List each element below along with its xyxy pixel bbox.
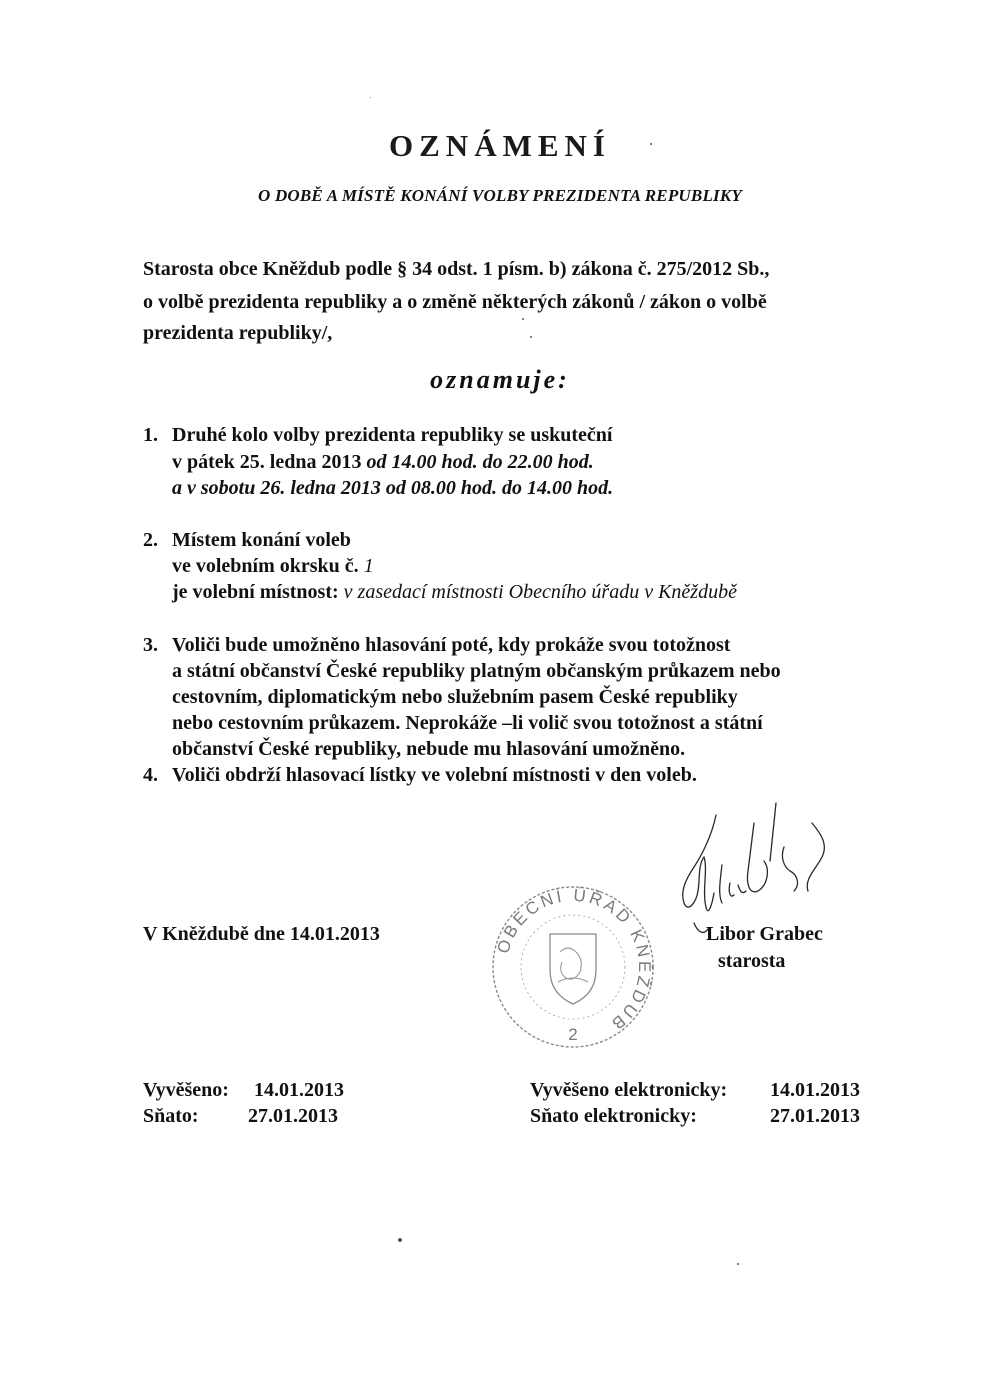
item-4-line-1: Voliči obdrží hlasovací lístky ve volební místnosti v den voleb. xyxy=(172,764,697,786)
stamp-number: 2 xyxy=(568,1025,578,1044)
posted-electronic-date: 14.01.2013 xyxy=(770,1079,860,1101)
item-2-line-1: Místem konání voleb xyxy=(172,529,351,551)
posted-electronic-label: Vyvěšeno elektronicky: xyxy=(530,1079,728,1101)
removed-date: 27.01.2013 xyxy=(248,1105,338,1127)
item-1-line-2: v pátek 25. ledna 2013 od 14.00 hod. do 22.00 hod. xyxy=(172,451,594,473)
posted-label: Vyvěšeno: xyxy=(143,1079,229,1101)
removed-label: Sňato: xyxy=(143,1105,199,1127)
item-number: 1. xyxy=(143,424,158,446)
intro-line-3: prezidenta republiky/, xyxy=(143,322,333,344)
removed-electronic-date: 27.01.2013 xyxy=(770,1105,860,1127)
item-3-line-4: nebo cestovním průkazem. Neprokáže –li volič svou totožnost a státní xyxy=(172,712,763,734)
removed-electronic-label: Sňato elektronicky: xyxy=(530,1105,697,1127)
official-stamp xyxy=(488,882,658,1052)
scan-speck xyxy=(530,336,532,338)
item-number: 4. xyxy=(143,764,158,786)
posted-date: 14.01.2013 xyxy=(254,1079,344,1101)
item-3-line-1: Voliči bude umožněno hlasování poté, kdy prokáže svou totožnost xyxy=(172,634,731,656)
item-1-line-3: a v sobotu 26. ledna 2013 od 08.00 hod. do 14.00 hod. xyxy=(172,477,614,499)
stamp-text: OBECNÍ ÚŘAD KNĚŽDUB xyxy=(493,885,655,1035)
coat-of-arms-icon xyxy=(550,934,596,1004)
document-title: OZNÁMENÍ xyxy=(389,128,611,163)
signatory-name: Libor Grabec xyxy=(706,923,823,945)
document-subtitle: O DOBĚ A MÍSTĚ KONÁNÍ VOLBY PREZIDENTA REPUBLIKY xyxy=(258,186,742,205)
item-2-line-2: ve volebním okrsku č. 1 xyxy=(172,555,374,577)
item-2-line-3: je volební místnost: v zasedací místnosti Obecního úřadu v Kněždubě xyxy=(172,581,737,603)
item-3-line-3: cestovním, diplomatickým nebo služebním pasem České republiky xyxy=(172,686,738,708)
scan-speck xyxy=(398,1238,402,1242)
intro-line-1: Starosta obce Kněždub podle § 34 odst. 1 písm. b) zákona č. 275/2012 Sb., xyxy=(143,258,770,280)
scan-speck xyxy=(737,1263,739,1265)
item-3-line-2: a státní občanství České republiky platným občanským průkazem nebo xyxy=(172,660,781,682)
place-date: V Kněždubě dne 14.01.2013 xyxy=(143,923,380,945)
item-number: 3. xyxy=(143,634,158,656)
scan-speck xyxy=(650,143,652,145)
scan-speck xyxy=(370,97,371,98)
announces-heading: oznamuje: xyxy=(430,365,570,394)
signatory-role: starosta xyxy=(718,950,786,972)
item-3-line-5: občanství České republiky, nebude mu hlasování umožněno. xyxy=(172,738,686,760)
item-1-line-1: Druhé kolo volby prezidenta republiky se uskuteční xyxy=(172,424,613,446)
item-number: 2. xyxy=(143,529,158,551)
scan-speck xyxy=(522,318,524,320)
intro-line-2: o volbě prezidenta republiky a o změně některých zákonů / zákon o volbě xyxy=(143,291,767,313)
